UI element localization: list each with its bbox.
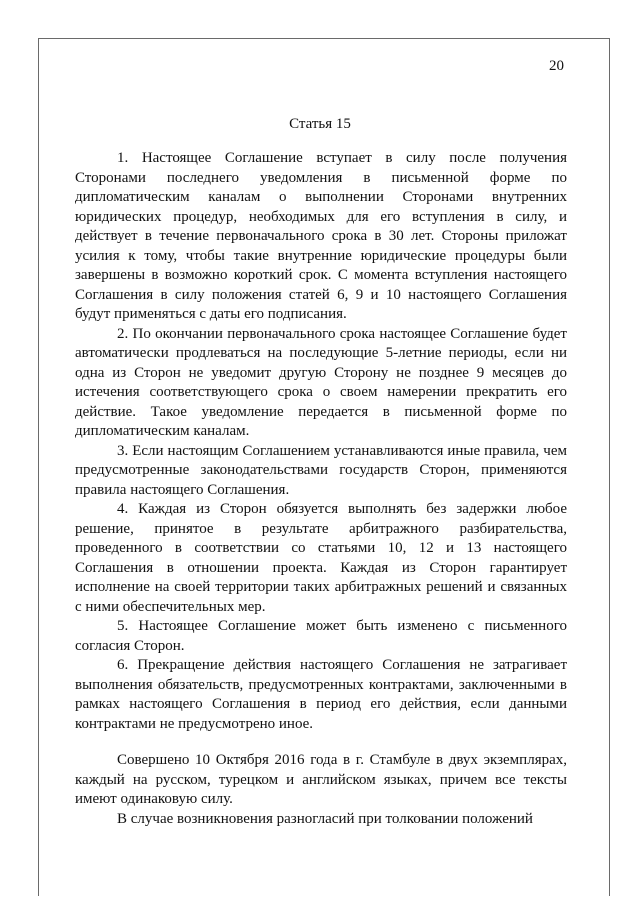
paragraph-1: 1. Настоящее Соглашение вступает в силу после получения Сторонами последнего уведомления в письменной форме по дипломатическим каналам о выполнении Сторонами внутренних юридических процедур, необходимых для его вступления в силу, и действует в течение первоначального срока в 30 лет. Стороны приложат усилия к тому, чтобы такие внутренние юридические процедуры были завершены в возможно короткий срок. С момента вступления настоящего Соглашения в силу положения статей 6, 9 и 10 настоящего Соглашения будут применяться с даты его подписания. — [75, 150, 567, 322]
paragraph-2: 2. По окончании первоначального срока настоящее Соглашение будет автоматически продлеваться на последующие 5-летние периоды, если ни одна из Сторон не уведомит другую Сторону не позднее 9 месяцев до истечения соответствующего срока о своем намерении прекратить его действие. Такое уведомление передается в письменной форме по дипломатическим каналам. — [75, 325, 567, 439]
final-paragraph: В случае возникновения разногласий при толковании положений — [117, 810, 533, 827]
paragraph-3: 3. Если настоящим Соглашением устанавливаются иные правила, чем предусмотренные законодательствами государств Сторон, применяются правила настоящего Соглашения. — [75, 442, 567, 498]
paragraph-5: 5. Настоящее Соглашение может быть изменено с письменного согласия Сторон. — [75, 618, 567, 654]
article-title: Статья 15 — [289, 116, 351, 132]
document-body — [75, 149, 567, 829]
paragraph-6: 6. Прекращение действия настоящего Соглашения не затрагивает выполнения обязательств, предусмотренных контрактами, заключенными в рамках настоящего Соглашения в период его действия, если данными контрактами не предусмотрено иное. — [75, 657, 567, 732]
closing-paragraph: Совершено 10 Октября 2016 года в г. Стамбуле в двух экземплярах, каждый на русском, турецком и английском языках, причем все тексты имеют одинаковую силу. — [75, 752, 567, 807]
page-number: 20 — [549, 58, 564, 74]
paragraph-4: 4. Каждая из Сторон обязуется выполнять без задержки любое решение, принятое в результате арбитражного разбирательства, проведенного в соответствии со статьями 10, 12 и 13 настоящего Соглашения в отношении проекта. Каждая из Сторон гарантирует исполнение на своей территории таких арбитражных решений и связанных с ними обеспечительных мер. — [75, 501, 567, 615]
